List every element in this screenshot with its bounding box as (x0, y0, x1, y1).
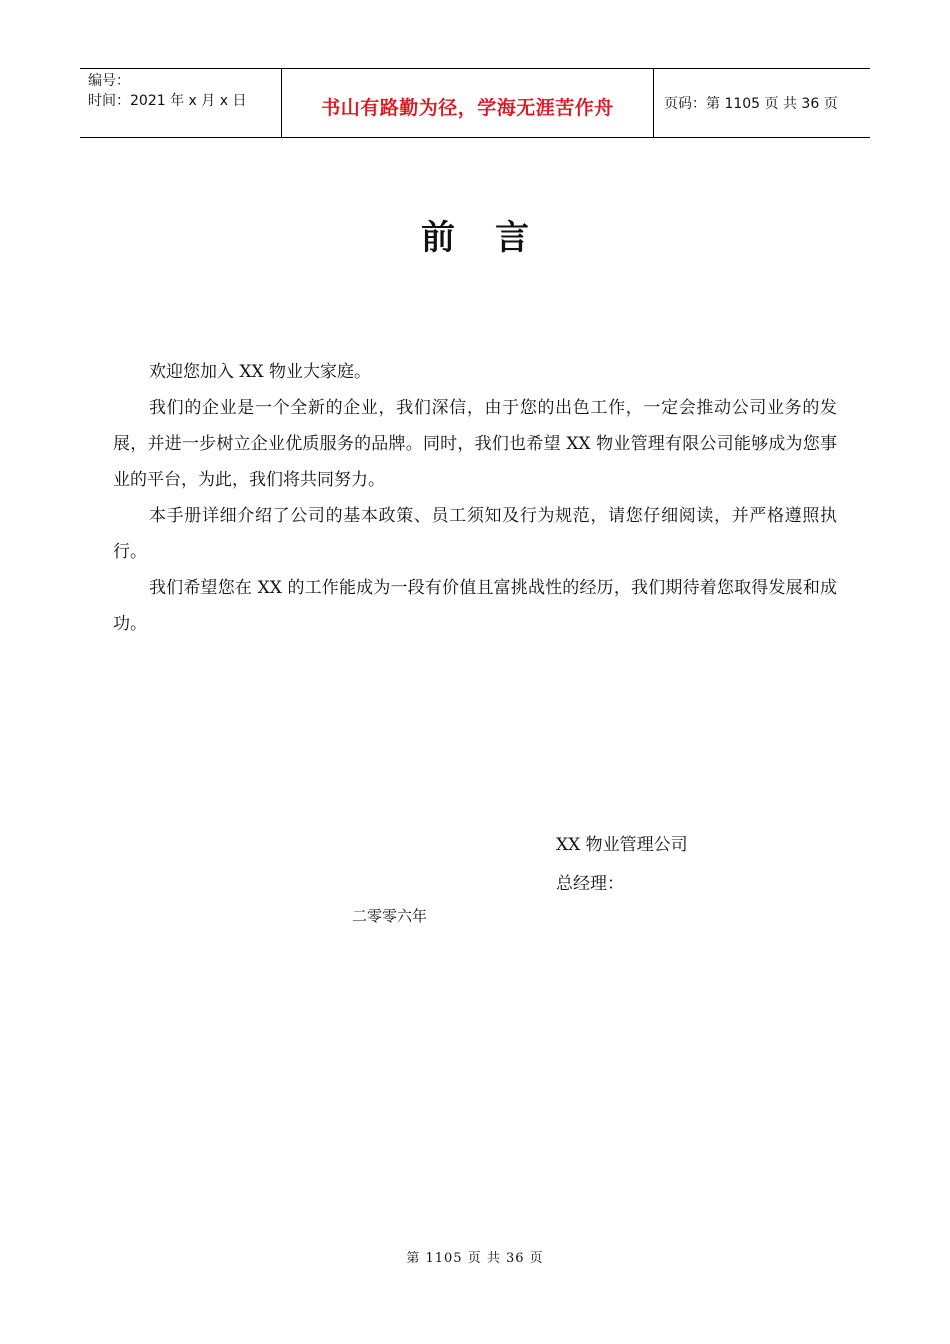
document-date: 二零零六年 (352, 907, 428, 925)
signature-manager: 总经理： (556, 874, 624, 894)
header-page-info: 页码：第 1105 页 共 36 页 (664, 96, 838, 112)
header-meta-cell (80, 69, 282, 137)
document-header (80, 68, 870, 138)
paragraph-closing: 我们希望您在 XX 的工作能成为一段有价值且富挑战性的经历，我们期待着您取得发展和成功。 (113, 578, 837, 634)
preface-body (113, 354, 837, 642)
paragraph-welcome: 欢迎您加入 XX 物业大家庭。 (149, 362, 372, 382)
header-page-cell (654, 69, 870, 137)
document-number-label: 编号： (88, 73, 130, 89)
page-footer: 第 1105 页 共 36 页 (406, 1251, 544, 1266)
header-motto-cell (282, 69, 654, 137)
document-time-label: 时间：2021 年 x 月 x 日 (88, 93, 247, 109)
page-title: 前言 (421, 218, 569, 258)
signature-company: XX 物业管理公司 (556, 835, 688, 855)
paragraph-handbook-intro: 本手册详细介绍了公司的基本政策、员工须知及行为规范，请您仔细阅读，并严格遵照执行。 (113, 506, 837, 562)
paragraph-company-intro: 我们的企业是一个全新的企业，我们深信，由于您的出色工作，一定会推动公司业务的发展，并进一步树立企业优质服务的品牌。同时，我们也希望 XX 物业管理有限公司能够成为您事业的平台，为此，我们将共同努力。 (113, 398, 837, 490)
header-motto: 书山有路勤为径，学海无涯苦作舟 (321, 96, 614, 119)
